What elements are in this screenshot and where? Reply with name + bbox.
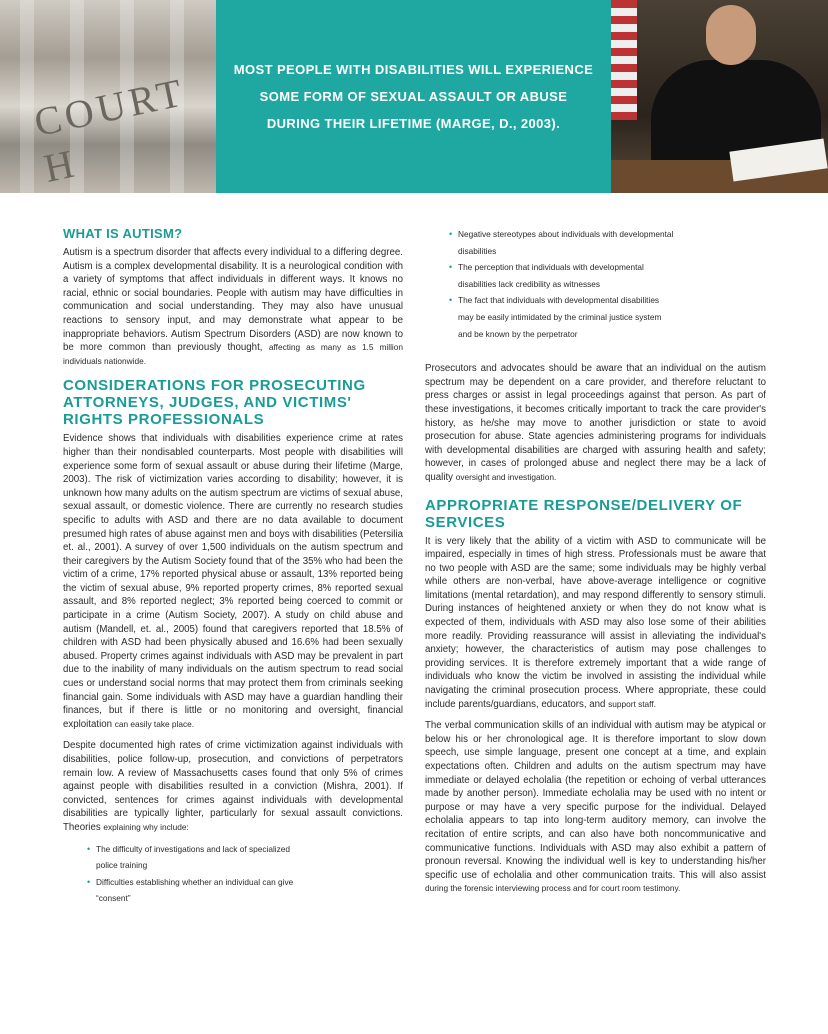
response-paragraph: It is very likely that the ability of a victim with ASD to communicate will be impaired, especially in times of high stress. Professionals must be aware that no two people with ASD are the same; some individuals may be highly verbal while others are non-verbal, have above-average intelligence or cognitive limitations (mental retardation), and may respond differently to sensory stimuli. During instances of heightened anxiety or when they do not know what is expected of them, individuals with ASD may also lose some of their abilities more readily. Providing reassurance will assist in alleviating the individual's anxiety; however, the characteristics of autism may pose challenges to providing services. It is therefore extremely important that a wide range of individuals who know the victim be involved in assisting the individual while navigating the criminal prosecution process. Where appropriate, these could include parents/guardians, educators, and support staff. xyxy=(425,535,766,710)
banner-quote: MOST PEOPLE WITH DISABILITIES WILL EXPERIENCE SOME FORM OF SEXUAL ASSAULT OR ABUSE DURING THEIR LIFETIME (MARGE, D., 2003). xyxy=(233,62,594,131)
heading-what-is-autism: WHAT IS AUTISM? xyxy=(63,226,183,241)
heading-appropriate-response: APPROPRIATE RESPONSE/DELIVERY OF SERVICES xyxy=(425,496,743,531)
evidence-paragraph: Evidence shows that individuals with disabilities experience crime at rates higher than their nondisabled counterparts. Most people with disabilities will experience some form of sexual assault or abuse during their lifetime (Marge, 2003). The risk of victimization varies according to disability; however, it is unknown how many adults on the autism spectrum are victims of sexual abuse, sexual assault, or domestic violence. There are currently no research studies specific to adults with ASD and there are no data available to document presumed high rates of abuse against men and boys with disabilities (Petersilia et. al., 2001). A survey of over 1,500 individuals on the autism spectrum and their caregivers by the Autism Society found that of the 35% who had been the victim of a crime, 17% reported physical abuse or assault, 13% reported being the victim of sexual abuse, 9% reported property crimes, 8% reported sexual assault, and 8% reported neglect; 3% reported being coerced to commit or participate in a crime (Autism Society, 2007). A study on child abuse and autism (Mandell, et. al., 2005) found that caregivers reported that 18.5% of children with ASD had been physically abused and 16.6% had been sexually abused. Property crimes against individuals with ASD may be prevalent in part due to the inability of many individuals on the autism spectrum to read social cues or understand social norms that may protect them from criminals seeking financial gain. Some individuals with ASD may have a guardian handling their finances, but if there is little or no monitoring and oversight, financial exploitation can easily take place. xyxy=(63,433,403,730)
flag-image xyxy=(611,0,637,120)
autism-paragraph: Autism is a spectrum disorder that affects every individual to a differing degree. Autism is a complex developmental disability. It is a neurological condition with a variety of symptoms that affect individuals in different ways. It knows no racial, ethnic or social boundaries. People with autism may have difficulties in communication and social understanding. They may also have unusual reactions to sensory input, and may demonstrate what appear to be inappropriate behaviors. Autism Spectrum Disorders (ASD) are now known to be more common than previously thought, affecting as many as 1.5 million individuals nationwide. xyxy=(63,247,403,366)
conviction-paragraph: Despite documented high rates of crime victimization against individuals with disabilities, police follow-up, prosecution, and convictions of perpetrators remain low. A review of Massachusetts cases found that only 5% of crimes against people with disabilities resulted in a conviction (Mishra, 2001). If convicted, sentences for crimes against individuals with developmental disabilities are typically lighter, particularly for sexual assault convictions. Theories explaining why include: xyxy=(63,740,403,833)
theories-list xyxy=(87,841,403,907)
header-banner xyxy=(0,0,828,193)
list-item: • The difficulty of investigations and lack of specialized police training xyxy=(87,841,403,874)
courthouse-engraving: COURT H xyxy=(30,69,189,191)
left-column xyxy=(63,226,403,907)
communication-paragraph: The verbal communication skills of an individual with autism may be atypical or below his or her chronological age. It is therefore important to slow down speech, use simple language, present one concept at a time, and explain expectations often. Children and adults on the autism spectrum may have immediate or delayed echolalia (the repetition or echoing of verbal utterances made by another person). Immediate echolalia may be used with no intent or purpose or may have a very specific purpose for the individual. Delayed echolalia appears to tap into long-term auditory memory, can involve the recitation of entire scripts, and can also have both noncommunicative and communicative functions. Individuals with ASD may also exhibit a pattern of pronoun reversal. Knowing the individual well is key to understanding his/her specific use of echolalia and other communication traits. This will also assist during the forensic interviewing process and for court room testimony. xyxy=(425,720,766,894)
list-item: • The perception that individuals with developmental disabilities lack credibility as witnesses xyxy=(449,259,766,292)
list-item: • The fact that individuals with developmental disabilities may be easily intimidated by the criminal justice system and be known by the perpetrator xyxy=(449,292,766,342)
theories-list-continued xyxy=(449,226,766,342)
list-item: • Difficulties establishing whether an individual can give “consent” xyxy=(87,874,403,907)
list-item: • Negative stereotypes about individuals with developmental disabilities xyxy=(449,226,766,259)
quote-panel xyxy=(216,0,611,193)
courthouse-photo xyxy=(0,0,216,193)
judge-photo xyxy=(611,0,828,193)
heading-considerations: CONSIDERATIONS FOR PROSECUTING ATTORNEYS, JUDGES, AND VICTIMS' RIGHTS PROFESSIONALS xyxy=(63,377,366,429)
right-column xyxy=(425,226,766,896)
prosecutors-paragraph: Prosecutors and advocates should be aware that an individual on the autism spectrum may be dependent on a care provider, and therefore reluctant to press charges or assist in legal proceedings against that person. As part of these investigations, it becomes critically important to track the care provider's history, as he/she may move to another jurisdiction or state to avoid prosecution for abuse. State agencies administering programs for individuals with developmental disabilities are charged with assuring health and safety; however, in cases of prolonged abuse and neglect there may be a lack of quality oversight and investigation. xyxy=(425,363,766,483)
